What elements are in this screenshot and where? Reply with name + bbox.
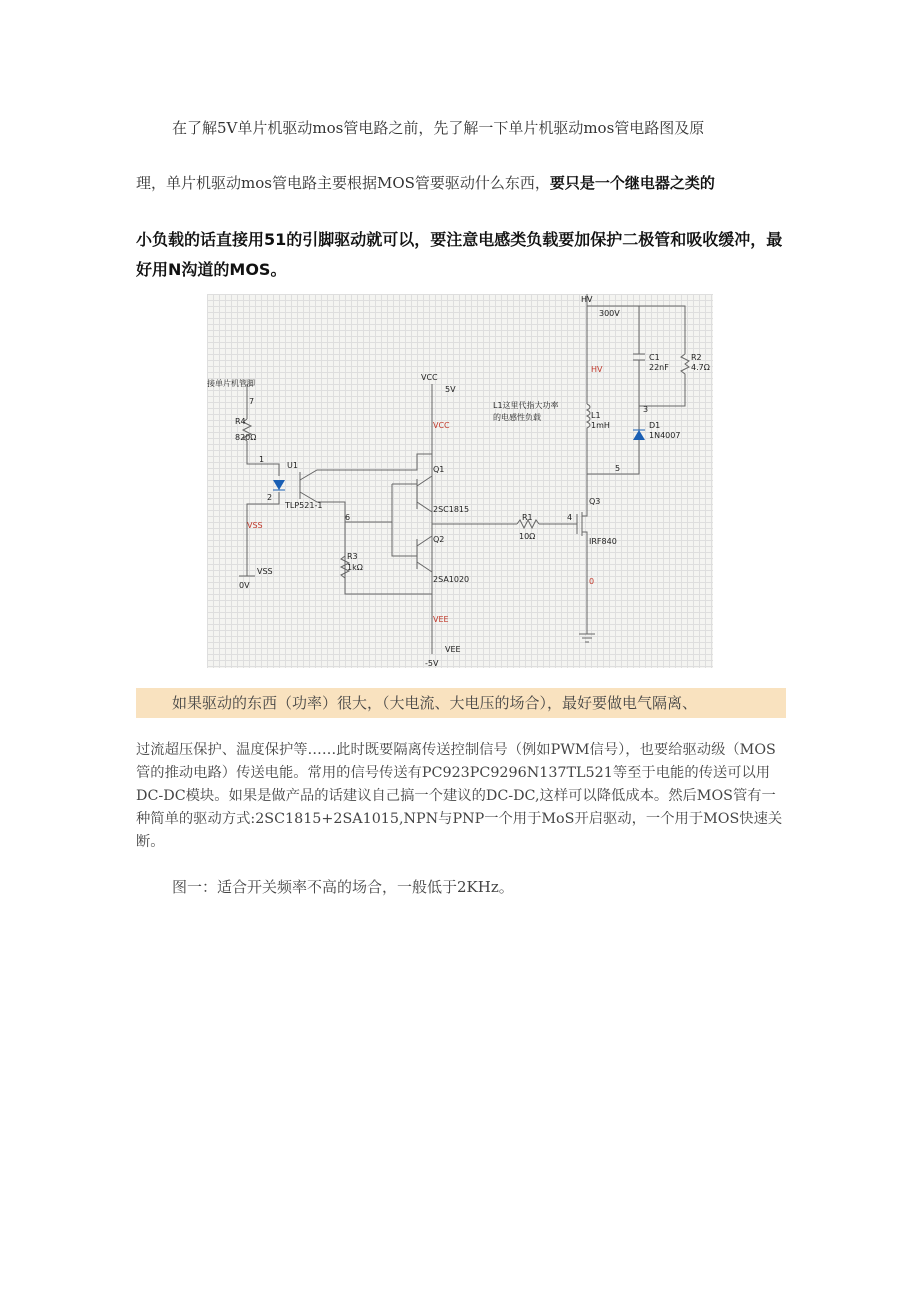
label-q3: Q3 bbox=[589, 497, 601, 506]
label-r3: R3 bbox=[347, 552, 358, 561]
label-c1: C1 bbox=[649, 353, 660, 362]
label-n3: 3 bbox=[643, 405, 649, 414]
label-q2-part: 2SA1020 bbox=[433, 575, 470, 584]
label-input: 接单片机管脚 bbox=[207, 379, 255, 388]
label-vee: VEE bbox=[445, 645, 461, 654]
label-l1-note1: L1这里代指大功率 bbox=[493, 401, 559, 410]
label-vcc-red: VCC bbox=[433, 421, 450, 430]
label-c1-val: 22nF bbox=[649, 363, 669, 372]
label-q2: Q2 bbox=[433, 535, 445, 544]
label-r2-val: 4.7Ω bbox=[691, 363, 710, 372]
label-vss-red: VSS bbox=[247, 521, 263, 530]
label-l1-val: 1mH bbox=[591, 421, 610, 430]
label-vcc: VCC bbox=[421, 373, 438, 382]
figure-caption: 图一：适合开关频率不高的场合，一般低于2KHz。 bbox=[172, 878, 514, 896]
label-q3-part: IRF840 bbox=[589, 537, 617, 546]
label-r4: R4 bbox=[235, 417, 246, 426]
label-d1-part: 1N4007 bbox=[649, 431, 681, 440]
label-n4: 4 bbox=[567, 513, 573, 522]
label-zero-red: 0 bbox=[589, 577, 595, 586]
label-r1: R1 bbox=[522, 513, 533, 522]
label-q1-part: 2SC1815 bbox=[433, 505, 470, 514]
label-q1: Q1 bbox=[433, 465, 445, 474]
label-hv: HV bbox=[581, 295, 593, 304]
label-n2: 2 bbox=[267, 493, 273, 502]
label-r2: R2 bbox=[691, 353, 702, 362]
label-r4-val: 820Ω bbox=[235, 433, 257, 442]
label-n5: 5 bbox=[615, 464, 621, 473]
diode-icon bbox=[633, 430, 645, 440]
highlighted-text: 如果驱动的东西（功率）很大，（大电流、大电压的场合），最好要做电气隔离、 bbox=[172, 694, 698, 712]
label-hv-red: HV bbox=[591, 365, 603, 374]
circuit-schematic bbox=[207, 294, 713, 668]
label-r1-val: 10Ω bbox=[519, 532, 536, 541]
opto-led-icon bbox=[273, 480, 285, 490]
intro-line-3: 小负载的话直接用51的引脚驱动就可以，要注意电感类负载要加保护二极管和吸收缓冲，最好用N沟道的MOS。 bbox=[136, 230, 783, 279]
intro-line-1: 在了解5V单片机驱动mos管电路之前，先了解一下单片机驱动mos管电路图及原 bbox=[172, 119, 705, 137]
label-vss: VSS bbox=[257, 567, 273, 576]
intro-line-2-text: 理，单片机驱动mos管电路主要根据MOS管要驱动什么东西， bbox=[136, 174, 550, 192]
circuit-diagram bbox=[207, 294, 713, 668]
label-5v: 5V bbox=[445, 385, 456, 394]
label-pin7: 7 bbox=[249, 397, 255, 406]
label-u1: U1 bbox=[287, 461, 298, 470]
label-minus5v: -5V bbox=[425, 659, 439, 668]
label-l1: L1 bbox=[591, 411, 601, 420]
label-vee-red: VEE bbox=[433, 615, 449, 624]
label-hv-v: 300V bbox=[599, 309, 620, 318]
intro-line-2 bbox=[136, 170, 786, 197]
label-n1: 1 bbox=[259, 455, 265, 464]
label-0v: 0V bbox=[239, 581, 250, 590]
highlighted-line bbox=[136, 688, 786, 718]
label-l1-note2: 的电感性负载 bbox=[493, 413, 541, 422]
label-u1-part: TLP521-1 bbox=[285, 501, 323, 510]
intro-line-2-bold: 要只是一个继电器之类的 bbox=[549, 174, 715, 192]
body-paragraph: 过流超压保护、温度保护等……此时既要隔离传送控制信号（例如PWM信号），也要给驱动级（MOS管的推动电路）传送电能。常用的信号传送有PC923PC9296N137TL521等至于电能的传送可以用DC-DC模块。如果是做产品的话建议自己搞一个建议的DC-DC,这样可以降低成本。然后MOS管有一种简单的驱动方式:2SC1815+2SA1015,NPN与PNP一个用于MoS开启驱动，一个用于MOS快速关断。 bbox=[136, 742, 783, 850]
wires bbox=[239, 294, 689, 654]
label-d1: D1 bbox=[649, 421, 661, 430]
label-r3-val: 1kΩ bbox=[347, 563, 363, 572]
label-n6: 6 bbox=[345, 513, 351, 522]
